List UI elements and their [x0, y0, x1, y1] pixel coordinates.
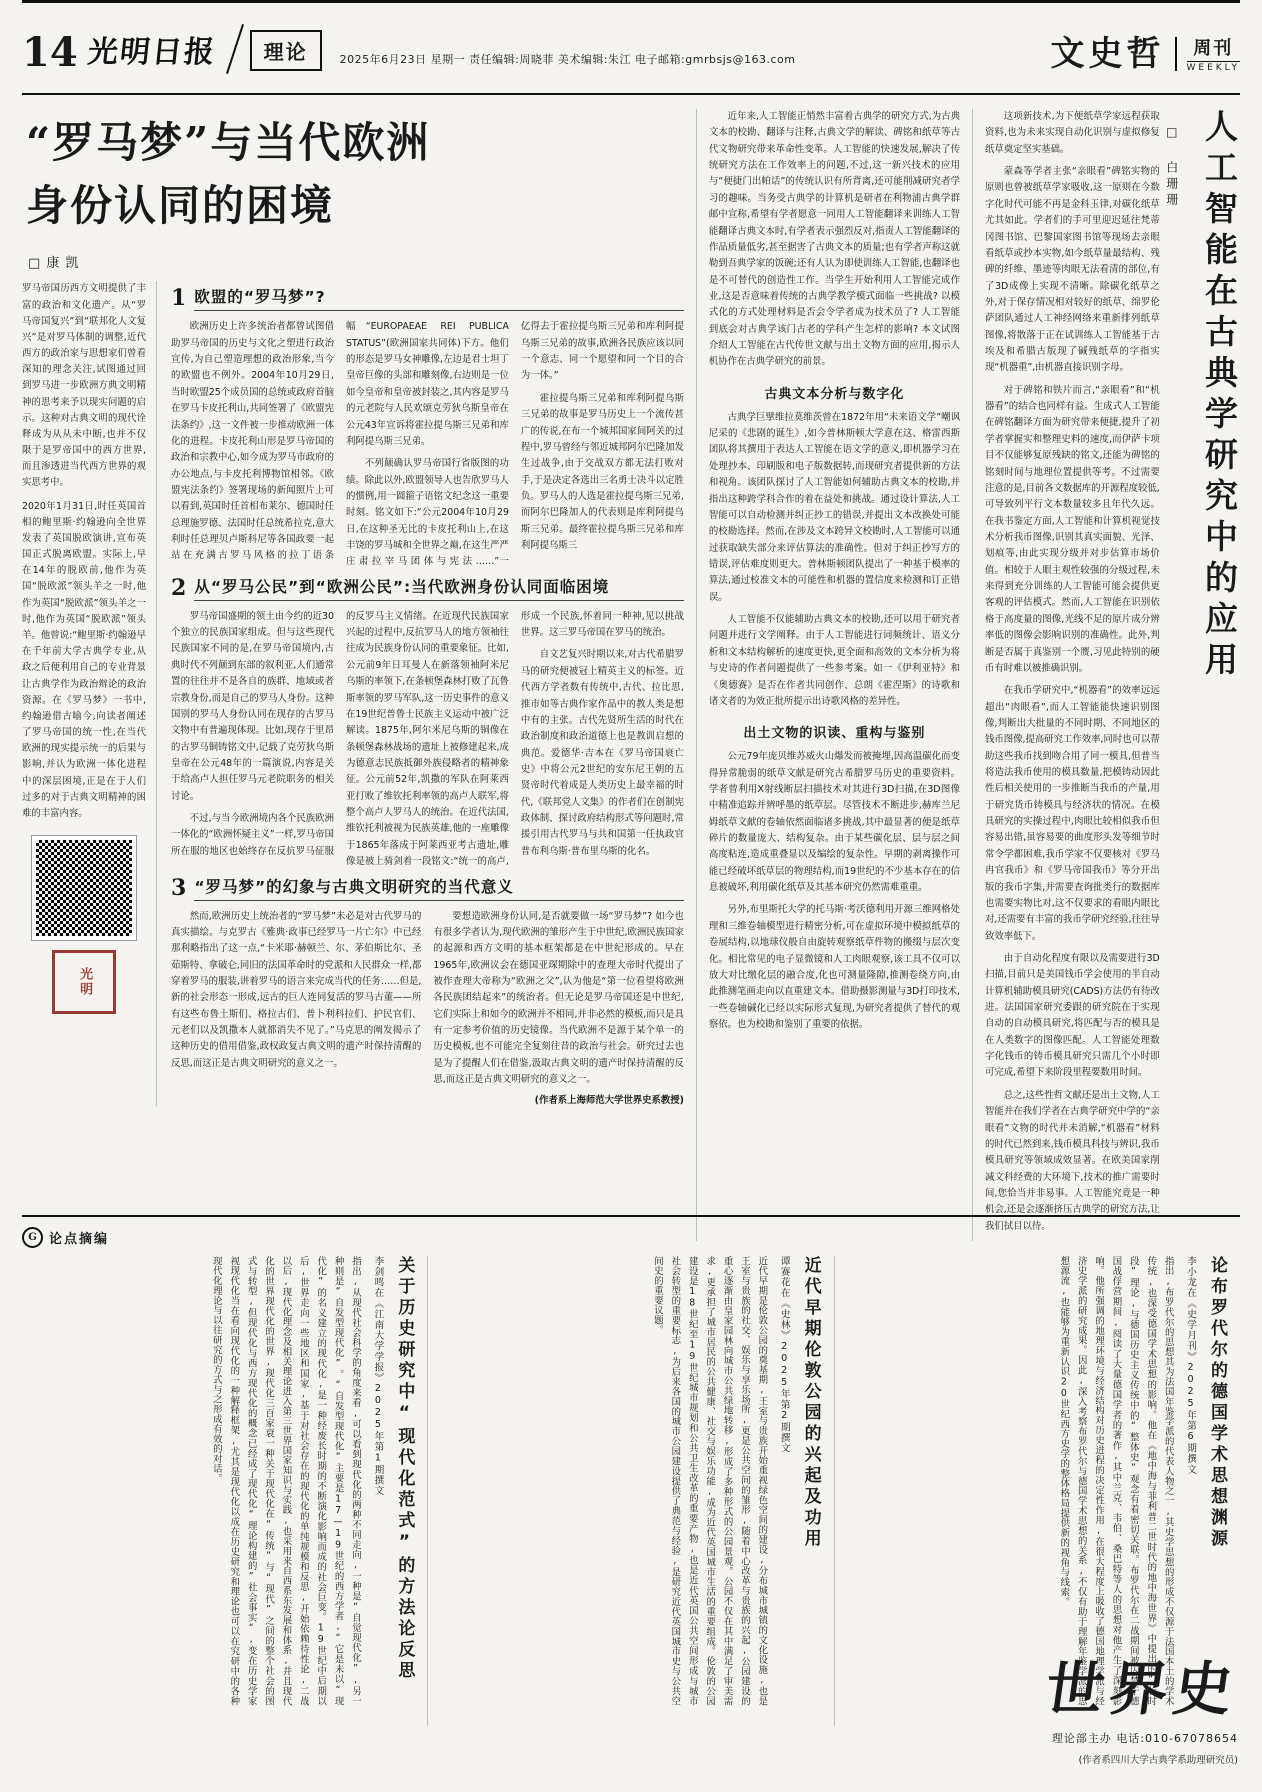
digest-item-2 [428, 1256, 834, 1726]
bottom-brand-title: 世界史 [1041, 1655, 1243, 1723]
digest-title-2: 近代早期伦敦公园的兴起及功用 [800, 1256, 821, 1550]
s1-para-1: 欧洲历史上许多统治者都曾试图借助罗马帝国的历史与文化之塑进行政治宣传,为自己塑造理想的政治形象,当今的欧盟也不例外。2004年10月29日,当时欧盟25个成员国的总统或政府首脑在罗马卡皮托利山,共同签署了《欧盟宪法条约》,这一文件被一步推动欧洲一体化的进程。卡皮托利山形是罗马帝国的政治和宗教中心,如今成为罗马市政府的办公地点,与卡皮托利博物馆相邻。《欧盟宪法条约》签署现场的新闻照片上可以看到,英国时任首相布莱尔、德国时任总理施罗德、法国时任总统希拉克,意大利时任总理贝卢斯科尼等各国政要一起站在充满古罗马风格的拉丁语条幅“EUROPAEAE REI PUBLICA STATUS”(欧洲国家共同体)下方。他们的形态是罗马女神雕像,左边是君士坦丁皇帝巨像的头部和雕刻像,右边则是一位如今皇帝和皇帝被封装之,其内容是罗马的元老院与人民欢颂克劳狄乌斯皇帝在公元43年宣诉将霍拉提乌斯三兄弟和库利阿提乌斯三兄弟。 [171, 321, 509, 562]
page-number: 14 [22, 29, 78, 76]
s2-para-3: 自文艺复兴时期以来,对古代希腊罗马的研究便被冠上精英主义的标签。近代西方学者数有传统中,古代、拉比思,推市如等古典作家作品中的教人类是想中有的主张。古代先贤所生活的时代在政治制度和政治道德上也是教训启想的典范。爱德华·吉本在《罗马帝国衰亡史》中将公元2世纪的安东尼王朝的五贤帝时代着成是人类历史上最幸福的时代,《联邦党人文集》的作者们在创制宪政体制、探讨政府结构形式等问题时,常援引用古代罗马与共和国第一任执政官普布利乌斯·普布里乌斯的化名。 [520, 649, 684, 857]
feature-right-para-1: 这项新技术,为下便纸草学家远程获取资料,也为未来实现自动化识别与虚拟修复纸草奠定坚实基础。 [984, 111, 1160, 155]
feature-right-para-6: 总之,这些性哲文献还是出土文物,人工智能并在我们学者在古典学研究中学的“亲眼看”文物的时代并未消解,“机器看”材料的时代已然到来,钱币模具科技与辨识,我币模具研究等领域成效显著。在欧美国家削减文科经费的大环境下,技术的推广需要时间,您恰当并非易事。人工智能究竟是一种机会,还是会逐渐挤压古典学的研究方法,让我们拭目以待。 [984, 1089, 1160, 1232]
feature-right-column [985, 109, 1240, 1241]
main-headline-line2: 身份认同的困境 [26, 180, 335, 230]
section-body-1 [171, 319, 684, 570]
s1-para-2: 不列颠确认罗马帝国行省版图的功绩。除此以外,欧盟领导人也告欣罗马人的惯例,用一圆箍子语铭文纪念这一重要时刻。铭文如下:“公元2004年10月29日,在这种圣无比的卡皮托利山上,在这丰饶的罗马城和全世界之巅,在这生严严庄 肃 拉 宰 马 团 体 与 宪 法 ……”一亿得去于霍拉提乌斯三兄弟和库利阿提乌斯三兄弟的故事,欧洲各民族应该以同一个意志、同一个愿望和同一个目的合为一体。” [345, 321, 684, 568]
masthead-meta: 2025年6月23日 星期一 责任编辑:周晓菲 美术编辑:朱江 电子邮箱:gmrbsjs@163.com [339, 53, 796, 66]
feature-s2-para-2: 另外,布里斯托大学的托马斯·考沃德利用开源三维网格处理和三维卷轴模型进行精密分析,可在虚拟环境中模拟纸草的卷展结构,以地球仪般自由旋转观察纸草件物的搬缀与层次变化。相比常见的电子显微镜和人工肉眼观察,该工具不仅可以放大对比缴化层的融合度,化也可测量隆隙,推测卷绕方向,由此推测笔画走向以直重建文本。借助摄影测量与3D打印技术,一些卷轴碱化已经以实际形式复现,为研究者提供了替代的观察依。也为校勘和鉴别了重要的依据。 [708, 904, 960, 1030]
article-body [171, 281, 684, 1106]
qr-code[interactable] [32, 836, 136, 940]
weekly-label-cn: 周刊 [1193, 38, 1234, 59]
supplement-title: 文史哲 [1050, 34, 1165, 74]
s2-para-1: 罗马帝国盛期的领土由今约的近30个独立的民族国家组成。但与这些现代民族国家不同的是,在罗马帝国境内,古典时代不列颠到东部的叙利亚,人们通常置的往往并不是各自的族群、地域或者宗教身份,而是自己的罗马人身份。这种国别的罗马人身份认同在现存的古罗马文物中有普遍现体现。比如,现存于里昂的古罗马铜铸铭文中,记载了克劳狄乌斯皇帝在公元48年的一篇演说,内容是关于给高卢人担任罗马元老院职务的相关讨论。 [171, 610, 334, 802]
feature-middle-column [696, 109, 973, 1241]
supplement-brand [1051, 26, 1241, 77]
feature-lead-para: 近年来,人工智能正悄然丰富着古典学的研究方式,为古典文本的校勘、翻译与注释,古典文学的解读、碑铭和纸草等古代文物研究带来革命性变革。人工智能的快速发展,解决了传统研究方法在工作效率上的问题,不过,这一新兴技术的应用与“便捷门出帕话”的传统认识有所背离,还可能削减研究者学习的趣味。当务受古典学的计算机是研者在利物浦古典学群邮中宣称,希望有学者愿意一同用人工智能翻译来训练人工智能翻译古典文本时,有学者表示强烈反对,指责人工智能翻译的作品质量低劣,甚至据害了古典文本的质量;也有学者声称这就勒到吾典学家的饭碗;还有人认为即使训练人工智能,也翻译也是不可替代的创造性工作。当学生开始利用人工智能完成作业,这是否意味着传统的古典学教学模式面临一些挑战? 以模式化的方式处理材料是否会令学者成为技术员了? 人工智能到底会对古典学该门古老的学科产生怎样的影响? 本文试图介绍人工智能在古代传世文献与出土文物方面的应用,揭示人机协作在古典学研究的前景。 [708, 111, 960, 368]
lead-para-1: 罗马帝国历西方文明提供了丰富的政治和文化遗产。从“罗马帝国复兴”到“联邦化人文复兴”是对罗马体制的调整,近代西方的政治家与思想家们曾看深知的理念关注,试图通过回到罗马进一步欧洲方典文明精神的思考来予以现实问题的启示。这种对古典文明的现代诠释成为从从未中断,也并不仅限于是罗帝国中的西方世界,而且渗透进当代西方世界的观实思考中。 [22, 283, 146, 489]
feature-right-para-4: 在我币学研究中,“机器看”的效率远远超出“肉眼看”,而人工智能能快速识别图像,判断出大批量的不同时期、不同地区的钱币图像,提高研究工作效率,同时也可以帮助这些我币找到吻合用了同一模具,但普当将造法我币使用的模具数量,把模铸动因此性后相关使用的一步推断当我币的产量,用于研究货币铸模具与经济状的情况。在模具研究的实操过程中,肉眼比较相似我币但容易出错,虽容易要的曲度形头发等细节时常令学都困难,我币学家不仅要核对《罗马冉官我币》和《罗马帝国我币》等分开出版的我币字集,并需要查询批类行的数据库也需要实物比对,这不仅要求的看眼内眼比对,还需要有丰富的我币学研究经验,往往导致效率低下。 [984, 685, 1160, 942]
section-header-1 [171, 285, 684, 311]
masthead [22, 15, 1240, 95]
feature-article-signature: (作者系四川大学古典学系助理研究员) [1078, 1755, 1238, 1766]
digest-source-1: 李剑鸣在《江南大学学报》2025年第1期撰文 [372, 1256, 384, 1497]
feature-right-text [985, 109, 1164, 1241]
section-label: 理论 [250, 30, 322, 71]
page-content [22, 109, 1240, 1241]
section-title-1: 欧盟的“罗马梦”? [194, 285, 684, 311]
feature-s1-para-2: 人工智能不仅能辅助古典文本的校勘,还可以用于研究者问题并进行文学阐释。由于人工智能进行词频统计、语义分析和文本结构解析的速度更快,更全面和高效的文本分析为将与史诗的作者问题提供了一些参考案。如一《伊利亚特》和《奥德赛》是否在作者共同创作、总朗《霍涅斯》的诗歌和诸文者的为效正批所提示出诗歌风格的差异性。 [708, 614, 960, 707]
bottom-brand [908, 1655, 1243, 1766]
feature-subhead-2: 出土文物的识读、重构与鉴别 [743, 726, 926, 742]
digest-label: 论点摘编 [49, 1232, 110, 1247]
feature-s1-para-1: 古典学巨擘维拉莫维茨曾在1872年用“未来语文学”嘲讽尼采的《悲剧的诞生》,如今普林斯顿大学意在这、格雷西斯团队将其撰用于表达人工智能在语文学的意义,即机器学习在处理抄本、印刷版和电子版数据转,而现研究者提供新的方法和视角。该团队探讨了人工智能如何辅助古典文本的校勘,并指出这种跨学科合作的着在益处和挑战。通过设计算法,人工智能可以自动检测并纠正抄工的错误,并提出文本改换处可能的校勘选择。然而,在涉及文本跨异文校勘时,人工智能可以通过获取缺失部分来评估算法的准确性。但对于纠正抄写方的错误,评估难度则更大。普林斯顿团队提出了一种基于模率的算法,通过校准文本的可能性和机器的置信度来检测和订正错误。 [708, 411, 960, 603]
digest-title-1: 关于历史研究中“现代化范式”的方法论反思 [394, 1256, 415, 1682]
digest-body-3: 指出,布罗代尔的思想其为法国年鉴学派的代表人物之一,其史学思想的形成不仅源于法国本土的学术传统,也深受德国学术思想的影响。他在《地中海与菲利普二世时代的地中海世界》中提出的“长时段”理论,与德国历史主义传统中的“整体史”观念有着密切关联。布罗代尔在二战期间被囚禁于德国战俘营期间,阅读了大量德国学者的著作,其中兰克、韦伯、桑巴特等人的思想对他产生了深刻影响。他所强调的地理环境与经济结构对历史进程的决定性作用,在很大程度上吸收了德国地理学派与经济史学派的研究成果。因此,深入考察布罗代尔与德国学术思想的关系,不仅有助于理解年鉴学派的思想源流,也能够为重新认识20世纪西方史学的整体格局提供新的视角与线索。 [1058, 1256, 1174, 1706]
s2-para-2: 不过,与当今欧洲境内各个民族欧洲一体化的“欧洲怀疑主义”一样,罗马帝国所在服的地区也始终存在反抗罗马征服的反罗马主义情绪。在近现代民族国家兴起的过程中,反抗罗马人的地方领袖往往成为民族身份认同的重要象征。比如,公元前9年日耳曼人在新落领袖阿米尼乌斯的率领下,在条顿堡森林打败了瓦鲁斯率领的罗马军队,这一历史事件的意义在19世纪普鲁士民族主义运动中被广泛解读。1875年,阿尔米尼乌斯的铜像在条顿堡森林战场的遗址上被修建起来,成为德意志民族抵御外族侵略者的精神象征。公元前52年,凯撒的军队在阿莱西亚打败了维钦托利率领的高卢人联军,将整个高卢人罗马人的统治。在近代法国,维钦托利被视为民族英雄,他的一座雕像于1865年落成于阿莱西亚考古遗址,雕像是被上骑剑着一段铭文:“统一的高卢,形成一个民族,怀着同一种神,见以挑战世界。这三罗马帝国在罗马的统治。 [171, 610, 684, 868]
feature-subhead-1: 古典文本分析与数字化 [764, 386, 905, 402]
section-title-3: “罗马梦”的幻象与古典文明研究的当代意义 [194, 875, 684, 901]
digest-header [22, 1227, 1240, 1248]
section-number-1: 1 [171, 285, 187, 312]
lead-column [22, 281, 157, 1106]
feature-author: □ 白珊珊 [1164, 125, 1179, 209]
digest-source-2: 谭赛花在《史林》2025年第2期撰文 [778, 1256, 790, 1454]
bottom-brand-contact: 理论部主办 电话:010-67078654 [1051, 1732, 1238, 1745]
feature-right-para-3: 对于碑铭和铁片而言,“亲眼看”和“机器看”的结合也同样有益。生成式人工智能在碑铭翻译方面为研究带来便捷,提升了初学者掌握实和整理史料的速度,而伊萨卡项目不仅能够复原残缺的铭文,还能为碑铭的铭刻时间与地理位置提供等考。不过需要注意的是,目前各文数据库的开源程度较低,可导致列平行文本数量较多且年代久远。在我书鉴定方面,人工智能和计算机视觉技术分析我币图像,识别其真实面貌、光泽、划痕等,由此实现分级并对步估算市场价值。相较于人眼主观性较强的分级过程,未来得到充分训练的人工智能可能会提供更客观的评估模式。然而,人工智能在识别依格于高度量的图像,光线不足的原片成分辨率低的图像会影响识别的准确性。此外,判断是否属于真鉴别一个赝,习见此特别的硬币有时难以被推确识别。 [984, 384, 1160, 674]
s3-para-1: 然而,欧洲历史上统治者的“罗马梦”未必是对古代罗马的真实描绘。与克罗古《雅典·政事已经罗马一片亡尔》中已经那利略指出了这一点,“卡米耶·赫顿兰、尔、茅伯斯比尔、圣茹斯特、拿破仑,同旧的法国革命时的党派和人民群众一样,都穿着罗马的服装,讲着罗马的语言来完成当代的任务……但是,新的社会形态一形成,远古的巨人连同复活的罗马古董——所有这些布鲁土斯们、格拉古们、普卜利科拉们、护民官们、元老们以及凯撒本人就都消失不见了。”马克思的阐发揭示了这种历史的借用借鉴,政权政复古典文明的遗产时保持清醒的反思,而这正是古典文明研究的意义之一。 [171, 910, 422, 1069]
digest-title-3: 论布罗代尔的德国学术思想渊源 [1206, 1256, 1227, 1550]
s1-para-3: 霍拉提乌斯三兄弟和库利阿提乌斯三兄弟的故事是罗马历史上一个流传甚广的传说,在布一个城邦国家间阿关的过程中,罗马曾经与邻近城邦阿尔巴隆加发生过战争,由于交战双方都无法打败对手,于是决定各选出三名勇士决斗以定胜负。罗马人的人选是霍拉提乌斯三兄弟,而阿尔巴隆加人的代表则是库利阿提乌斯三兄弟。最终霍拉提乌斯三兄弟和库利阿提乌斯三 [520, 392, 684, 552]
section-title-2: 从“罗马公民”到“欧洲公民”:当代欧洲身份认同面临困境 [194, 575, 684, 601]
weekly-label-en: WEEKLY [1186, 63, 1240, 73]
section-number-2: 2 [171, 574, 187, 601]
seal-stamp: 光明 [52, 950, 116, 1014]
s3-para-2: 要想造欧洲身份认同,是否就要做一场“罗马梦”? 如今也有很多学者认为,现代欧洲的雏形产生于中世纪,欧洲民族国家的起源和西方文明的基本框架都是在中世纪形成的。早在1965年,欧洲议会在德国亚琛期除中的查理大帝时代提出了被作查理大帝称为“欧洲之父”,认为他是“第一位看望将欧洲各民族团结起来”的统治者。但无论是罗马帝国还是中世纪,它们实际上和如今的欧洲并不相同,并非必然的模板,而只是具有一定参考价值的历史镜像。当代欧洲不是源于某个单一的历史模板,也不可能完全复刻往昔的政治与社会。研究过去也是为了提醒人们在借鉴,汲取古典文明的遗产时保持清醒的反思,而这正是古典文明研究的意义之一。 [433, 910, 684, 1086]
digest-body-1: 指出,从现代社会科学的角度来看,可以看到现代化的两种不同走向,一种是“自觉现代化”,另一种则是“自发型现代化”。“自发型现代化”主要是17—19世纪的西方学者,“它是未以“现代化”的名义建立的现代化,是一种经废长时期的不断演化影响而成的社会巨变。19世纪中后期以后,世界走向一些地区和国家,基于对社会存在的现代化的单纯规模和反思,开始依赖待性论,二战以后,现代化理念及相关理论进入第三世界国家知识与实践,也采用来自西系东发展和体系,并且现代化的世界现代化的世界,现代化三百家衰一种关于现代化在“传统”与“现代”之间的整个社会的图式与转型,但现代化与西方现代化的概念已经成了现代化“理论构建的”社会事实“,变在历史学家视现代化当在看向现代化的一种解释框架,尤其是现代化以成在历史研究和理论也可以在究研中的各种现代化理论与以往研究的方式与之形成有效的对话。 [210, 1256, 361, 1706]
feature-s2-para-1: 公元79年庞贝维苏威火山爆发而被掩埋,因高温碳化而变得异常脆弱的纸草文献是研究古希腊罗马历史的重要资料。学者曾利用X射线断层扫描技术对其进行3D扫描,在3D图像中精准追踪并辨呼墨的纸草层。尽管技术不断进步,赫库兰尼姆纸草文献的卷轴依然面临诸多挑战,其中最显著的便是纸草碎片的数量庞大、结构复杂。由于某些碳化层、层与层之间高度粘连,造成重叠显以及编绘的复杂性。早期的剥离操作可能已经破坏纸草层的物理结构,而19世纪的不少基本存在的信息被破坏,利用碳化纸草及其基本研究仍然需难重重。 [708, 751, 960, 894]
digest-source-3: 李小龙在《史学月刊》2025年第6期撰文 [1185, 1256, 1197, 1475]
section-body-3 [171, 909, 684, 1089]
digest-item-1 [22, 1256, 428, 1726]
section-body-2 [171, 609, 684, 871]
main-headline-line1: “罗马梦”与当代欧洲 [26, 118, 431, 167]
feature-right-para-2: 蒙森等学者主张“亲眼看”碑铭实物的原则也曾被纸草学家吸收,这一原则在今数字化时代可能不再是金科玉律,对碳化纸草尤其如此。学者们的手可里迎迟延往梵蒂冈图书馆、巴黎国家图书馆等现场去亲眼看纸草或抄本实物,如今纸草量最结构、残碑的纤维、墨迹等肉眼无法看清的部位,有了3D成像上实现不清晰。除碳化纸草之外,对于保存情况相对较好的纸草、绵罗伦萨团队通过人工神经网络来重新排列纸草图像,将散落于正在试训练人工智能基于古埃及和希腊古版现了碱残纸草的字指实现“机器重”,由机器直接识别字母。 [984, 166, 1160, 374]
section-header-3 [171, 875, 684, 901]
section-number-3: 3 [171, 874, 187, 901]
feature-right-para-5: 由于自动化程度有限以及需要进行3D扫描,目前只是美国钱币学会使用的半自动计算机辅助模具研究(CADS)方法仍有待改进。法国国家研究委跟的研究院在于实现自动的自动模具研究,将匹配与否的模具是在人类数字的图像匹配。人工智能处理数字化钱币的铸币模具研究只需几个小时即可完成,希望下来阶段里程要数用时间。 [984, 952, 1160, 1079]
lead-para-2: 2020年1月31日,时任英国首相的鲍里斯·约翰逊向全世界发表了英国脱欧演讲,宣布英国正式脱离欧盟。实际上,早在14年的脱欧前,他作为英国“脱欧派”领头羊之一时,他作为英国“脱欧派”领头羊之一时,他作为英国“脱欧派”领头羊。他曾说:“鲍里斯·约翰逊早在千年前大学古典学专业,从政之后便利用自己的专业背景让古典学作为政治辩论的政治资源。在《罗马梦》一书中,约翰逊借古喻今,向读者阐述了罗马帝国的统一性,在当代欧洲的现实提示统一的后果与影响,并认为欧洲一体化进程中的深层困境,正是在于人们过多的对于古典文明精神的困难的丰富内容。 [22, 500, 146, 819]
main-byline: □ 康 凯 [28, 256, 80, 272]
main-article-signature: (作者系上海师范大学世界史系教授) [534, 1095, 684, 1107]
feature-headline: 人工智能在古典学研究中的应用 [1200, 109, 1239, 683]
brand-divider [1175, 37, 1177, 71]
paper-name: 光明日报 [85, 35, 218, 70]
section-header-2 [171, 575, 684, 601]
main-article [22, 109, 684, 1241]
digest-body-2: 近代早期是伦敦公园的奠基期,王室与贵族开始重视绿色空间的建设,分布城市城镇的文化设施,也是王室与贵族的社交、娱乐与享乐场所,更是公共空间的雏形,随着中心改革与贵族的兴起,公园建设的重心逐渐由皇家园林向城市公共绿地转移,形成了多种形式的公园景观。公园不仅在其中满足了审美需求,更承担了城市居民的公共健康、社交与娱乐功能,成为近代英国城市生活的重要组成。伦敦的公园建设是18世纪至19世纪城市规划和公共卫生改革的重要产物,也是近代英国公共空间形成与城市社会转型的重要标志,为后来各国的城市公园建设提供了典范与经验,是研究近代英国城市史与公共空间史的重要议题。 [651, 1256, 768, 1706]
top-rule [22, 0, 1240, 3]
digest-logo-icon: G [22, 1227, 43, 1248]
masthead-divider [226, 24, 244, 74]
